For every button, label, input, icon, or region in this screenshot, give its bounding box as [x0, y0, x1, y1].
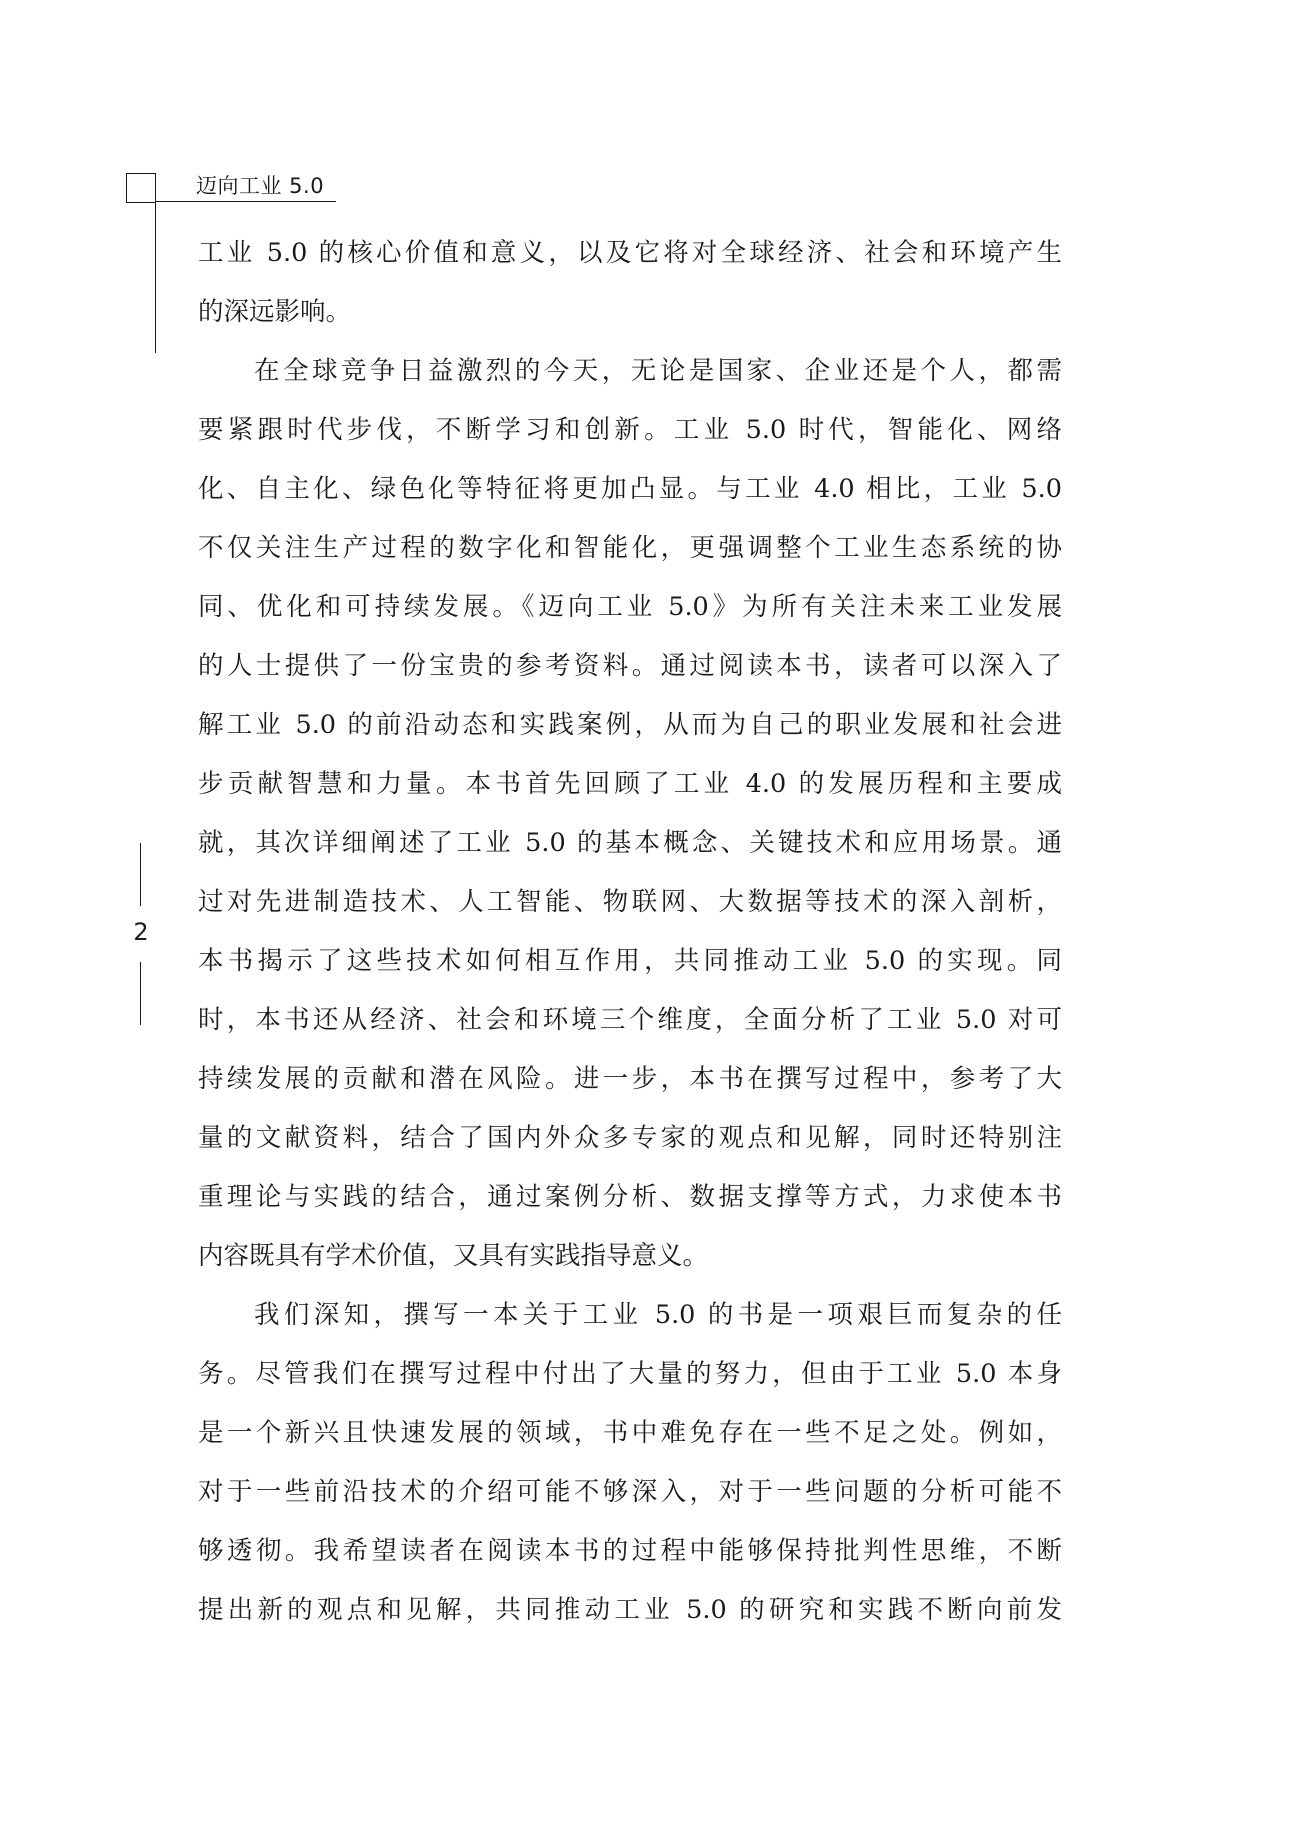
- text-line: 的人士提供了一份宝贵的参考资料。通过阅读本书，读者可以深入了: [198, 651, 1062, 681]
- text-line: 时，本书还从经济、社会和环境三个维度，全面分析了工业 5.0 对可: [198, 1005, 1062, 1035]
- text-line: 内容既具有学术价值，又具有实践指导意义。: [198, 1241, 709, 1271]
- text-line: 对于一些前沿技术的介绍可能不够深入，对于一些问题的分析可能不: [198, 1477, 1062, 1507]
- text-line: 是一个新兴且快速发展的领域，书中难免存在一些不足之处。例如，: [198, 1418, 1062, 1448]
- page-number-rule-bottom: [140, 962, 141, 1025]
- header-rule: [156, 201, 336, 202]
- text-line: 重理论与实践的结合，通过案例分析、数据支撑等方式，力求使本书: [198, 1182, 1062, 1212]
- text-line: 步贡献智慧和力量。本书首先回顾了工业 4.0 的发展历程和主要成: [198, 769, 1062, 799]
- text-line: 化、自主化、绿色化等特征将更加凸显。与工业 4.0 相比，工业 5.0: [198, 474, 1062, 504]
- page-number: 2: [133, 918, 149, 946]
- text-line: 我们深知，撰写一本关于工业 5.0 的书是一项艰巨而复杂的任: [254, 1300, 1062, 1330]
- header-corner-box: [126, 173, 156, 203]
- text-line: 本书揭示了这些技术如何相互作用，共同推动工业 5.0 的实现。同: [198, 946, 1062, 976]
- text-line: 过对先进制造技术、人工智能、物联网、大数据等技术的深入剖析，: [198, 887, 1062, 917]
- text-line: 量的文献资料，结合了国内外众多专家的观点和见解，同时还特别注: [198, 1123, 1062, 1153]
- page-number-rule-top: [140, 843, 141, 906]
- running-header-title: 迈向工业 5.0: [196, 174, 325, 198]
- text-line: 务。尽管我们在撰写过程中付出了大量的努力，但由于工业 5.0 本身: [198, 1359, 1062, 1389]
- text-line: 工业 5.0 的核心价值和意义，以及它将对全球经济、社会和环境产生: [198, 238, 1062, 268]
- text-line: 就，其次详细阐述了工业 5.0 的基本概念、关键技术和应用场景。通: [198, 828, 1062, 858]
- header-margin-line: [155, 203, 156, 353]
- text-line: 够透彻。我希望读者在阅读本书的过程中能够保持批判性思维，不断: [198, 1536, 1062, 1566]
- text-line: 要紧跟时代步伐，不断学习和创新。工业 5.0 时代，智能化、网络: [198, 415, 1062, 445]
- text-line: 不仅关注生产过程的数字化和智能化，更强调整个工业生态系统的协: [198, 533, 1062, 563]
- text-line: 的深远影响。: [198, 297, 352, 327]
- text-line: 在全球竞争日益激烈的今天，无论是国家、企业还是个人，都需: [254, 356, 1062, 386]
- text-line: 解工业 5.0 的前沿动态和实践案例，从而为自己的职业发展和社会进: [198, 710, 1062, 740]
- text-line: 同、优化和可持续发展。《迈向工业 5.0》为所有关注未来工业发展: [198, 592, 1062, 622]
- text-line: 持续发展的贡献和潜在风险。进一步，本书在撰写过程中，参考了大: [198, 1064, 1062, 1094]
- text-line: 提出新的观点和见解，共同推动工业 5.0 的研究和实践不断向前发: [198, 1595, 1062, 1625]
